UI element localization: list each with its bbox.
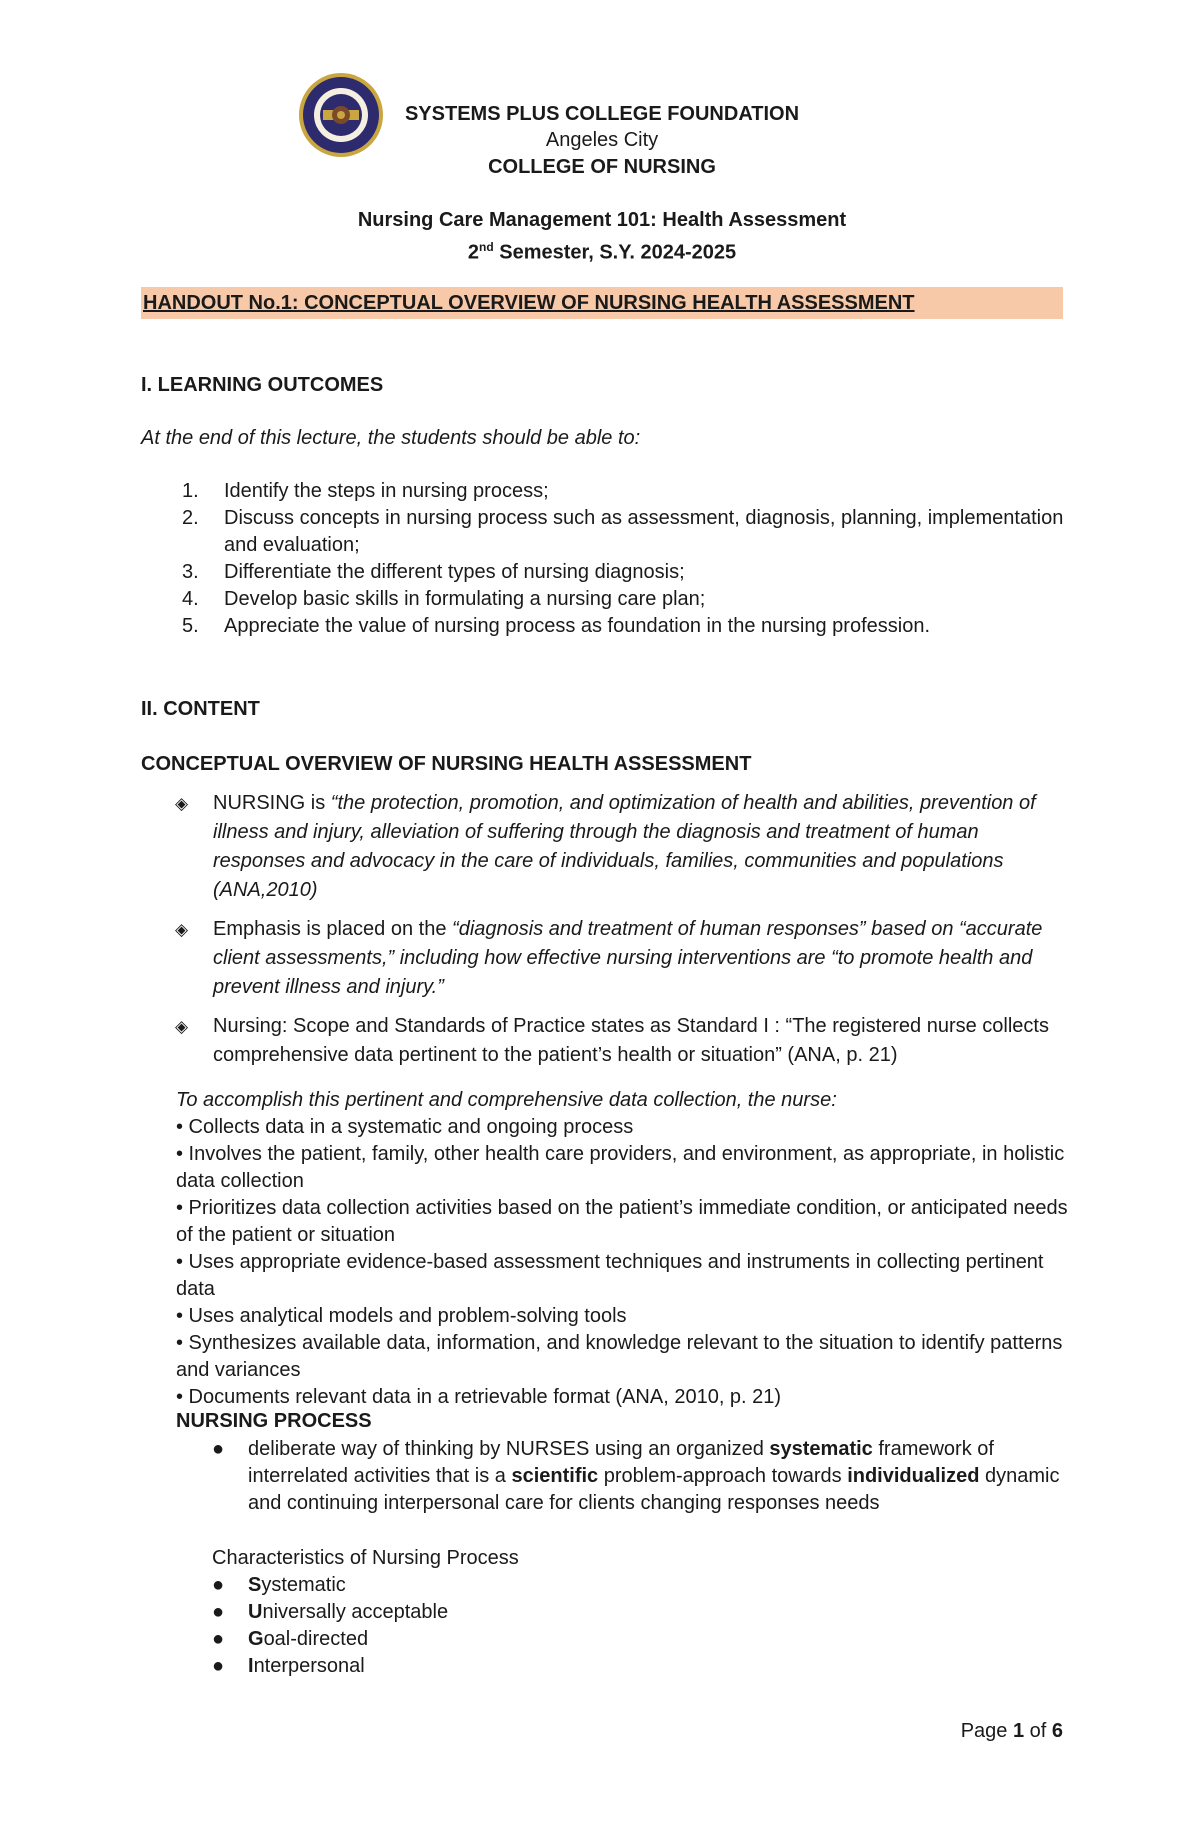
bullet-icon: ● — [212, 1438, 225, 1460]
bullet-icon: ● — [212, 1574, 225, 1596]
diamond-bullet-icon: ◈ — [175, 794, 189, 813]
data-collection-item: • Prioritizes data collection activities based on the patient’s immediate condition, or anticipated needs of the patient or situation — [176, 1197, 1068, 1246]
data-collection-intro: To accomplish this pertinent and comprehensive data collection, the nurse: — [176, 1089, 837, 1111]
characteristic-item: ● Goal-directed — [212, 1626, 1072, 1653]
characteristic-item: ● Systematic — [212, 1572, 1072, 1599]
outcome-item: 4. Develop basic skills in formulating a nursing care plan; — [182, 588, 706, 610]
content-heading: II. CONTENT — [141, 698, 260, 720]
nursing-process-definition — [212, 1436, 1072, 1517]
outcome-item: 2. Discuss concepts in nursing process such as assessment, diagnosis, planning, implementation and evaluation; — [182, 507, 1064, 556]
data-collection-item: • Collects data in a systematic and ongoing process — [176, 1116, 634, 1138]
nursing-process-heading: NURSING PROCESS — [176, 1410, 372, 1432]
learning-outcomes-heading: I. LEARNING OUTCOMES — [141, 374, 384, 396]
data-collection-item: • Uses analytical models and problem-solving tools — [176, 1305, 627, 1327]
outcome-item: 3. Differentiate the different types of nursing diagnosis; — [182, 561, 685, 583]
diamond-bullet-icon: ◈ — [175, 1017, 189, 1036]
bullet-icon: ● — [212, 1601, 225, 1623]
course-title: Nursing Care Management 101: Health Assessment — [357, 209, 847, 231]
diamond-bullet-item: ◈ Emphasis is placed on the “diagnosis and treatment of human responses” based on “accurate client assessments,” including how effective nursing interventions are “to promote health and prevent illness and injury.” — [175, 915, 1075, 1002]
data-collection-block — [176, 1087, 1076, 1411]
bullet-icon: ● — [212, 1655, 225, 1677]
handout-title: HANDOUT No.1: CONCEPTUAL OVERVIEW OF NURSING HEALTH ASSESSMENT — [143, 292, 915, 314]
learning-outcomes-intro: At the end of this lecture, the students should be able to: — [141, 427, 641, 449]
learning-outcomes-list — [170, 478, 1070, 640]
data-collection-item: • Uses appropriate evidence-based assessment techniques and instruments in collecting pertinent data — [176, 1251, 1044, 1300]
diamond-bullet-icon: ◈ — [175, 920, 189, 939]
characteristics-list — [212, 1572, 1072, 1680]
institution-city: Angeles City — [545, 129, 659, 151]
page-number: Page 1 of 6 — [960, 1720, 1063, 1742]
diamond-bullet-item: ◈ NURSING is “the protection, promotion, and optimization of health and abilities, prevention of illness and injury, alleviation of suffering through the diagnosis and treatment of human responses and advocacy in the care of individuals, families, communities and populations (ANA,2010) — [175, 789, 1075, 905]
content-subheading: CONCEPTUAL OVERVIEW OF NURSING HEALTH ASSESSMENT — [141, 753, 752, 775]
data-collection-item: • Involves the patient, family, other health care providers, and environment, as appropriate, in holistic data collection — [176, 1143, 1065, 1192]
college-name: COLLEGE OF NURSING — [488, 156, 716, 178]
semester-line: 2nd Semester, S.Y. 2024-2025 — [467, 240, 737, 264]
institution-name: SYSTEMS PLUS COLLEGE FOUNDATION — [404, 103, 800, 125]
data-collection-item: • Documents relevant data in a retrievable format (ANA, 2010, p. 21) — [176, 1386, 782, 1408]
nursing-definition-list — [175, 789, 1075, 1080]
outcome-item: 1. Identify the steps in nursing process; — [182, 480, 549, 502]
diamond-bullet-item: ◈ Nursing: Scope and Standards of Practice states as Standard I : “The registered nurse collects comprehensive data pertinent to the patient’s health or situation” (ANA, p. 21) — [175, 1012, 1075, 1070]
outcome-item: 5. Appreciate the value of nursing process as foundation in the nursing profession. — [182, 615, 930, 637]
characteristics-title: Characteristics of Nursing Process — [212, 1547, 519, 1569]
data-collection-item: • Synthesizes available data, information, and knowledge relevant to the situation to identify patterns and variances — [176, 1332, 1063, 1381]
definition-item: ● deliberate way of thinking by NURSES using an organized systematic framework of interrelated activities that is a scientific problem-approach towards individualized dynamic and continuing interpersonal care for clients changing responses needs — [212, 1438, 1060, 1514]
characteristic-item: ● Interpersonal — [212, 1653, 1072, 1680]
characteristic-item: ● Universally acceptable — [212, 1599, 1072, 1626]
bullet-icon: ● — [212, 1628, 225, 1650]
